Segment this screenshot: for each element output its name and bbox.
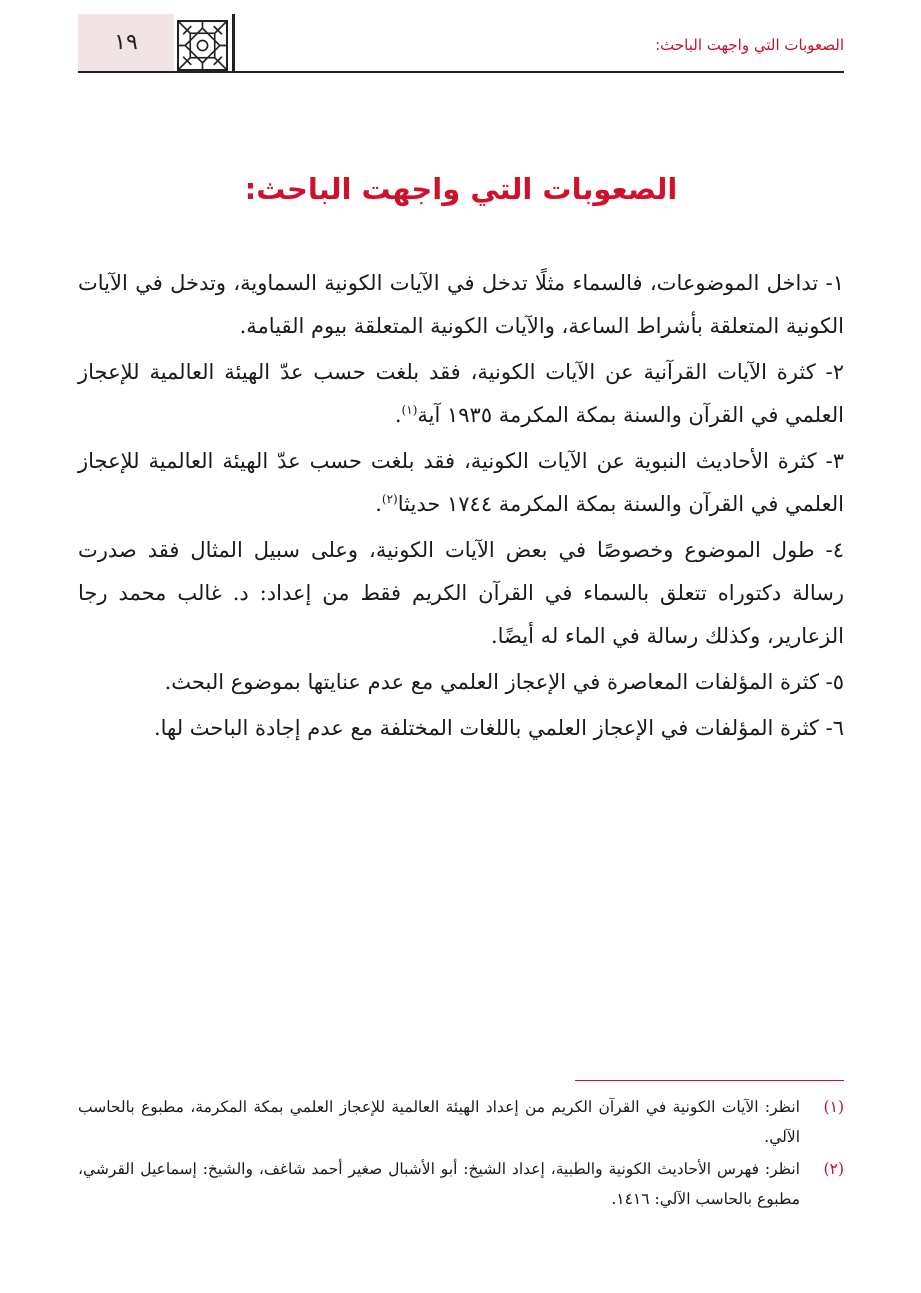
section-heading: الصعوبات التي واجهت الباحث: — [244, 172, 678, 206]
list-item — [78, 707, 844, 750]
header-rule — [78, 71, 844, 73]
item-2-text: ٢- كثرة الآيات القرآنية عن الآيات الكونية، فقد بلغت حسب عدّ الهيئة العالمية للإعجاز العلمي في القرآن والسنة بمكة المكرمة ١٩٣٥ آية — [78, 360, 844, 427]
ornament-divider — [232, 14, 235, 71]
item-6-text: ٦- كثرة المؤلفات في الإعجاز العلمي باللغات المختلفة مع عدم إجادة الباحث لها. — [153, 716, 844, 740]
footnote-rule — [575, 1080, 844, 1081]
item-3-end: . — [375, 492, 382, 516]
item-5-text: ٥- كثرة المؤلفات المعاصرة في الإعجاز العلمي مع عدم عنايتها بموضوع البحث. — [164, 670, 844, 694]
item-4-text: ٤- طول الموضوع وخصوصًا في بعض الآيات الكونية، وعلى سبيل المثال فقد صدرت رسالة دكتوراه تتعلق بالسماء في القرآن الكريم فقط من إعداد: د. غالب محمد رجا الزعارير، وكذلك رسالة في الماء له أيضًا. — [78, 538, 844, 648]
footnote-1-number: (١) — [823, 1098, 844, 1116]
item-3-text: ٣- كثرة الأحاديث النبوية عن الآيات الكونية، فقد بلغت حسب عدّ الهيئة العالمية للإعجاز العلمي في القرآن والسنة بمكة المكرمة ١٧٤٤ حديثا — [78, 449, 844, 516]
body-text — [78, 262, 844, 753]
item-1-text: ١- تداخل الموضوعات، فالسماء مثلًا تدخل في الآيات الكونية السماوية، وتدخل في الآيات الكونية المتعلقة بأشراط الساعة، والآيات الكونية المتعلقة بيوم القيامة. — [78, 271, 844, 338]
footnote-2-number: (٢) — [823, 1160, 844, 1178]
list-item — [78, 661, 844, 704]
footnote-ref-2[interactable]: (٢) — [381, 492, 398, 506]
item-2-end: . — [394, 403, 402, 427]
footnotes — [78, 1092, 844, 1216]
list-item — [78, 529, 844, 658]
running-title: الصعوبات التي واجهت الباحث: — [655, 36, 844, 54]
footnote-1-text: انظر: الآيات الكونية في القرآن الكريم من إعداد الهيئة العالمية للإعجاز العلمي بمكة المكرمة، مطبوع بالحاسب الآلي. — [78, 1098, 800, 1146]
list-item — [78, 440, 844, 526]
footnote-ref-1[interactable]: (١) — [401, 403, 418, 417]
geometric-star-ornament-icon — [177, 20, 228, 71]
footnote-1 — [78, 1092, 844, 1152]
list-item — [78, 351, 844, 437]
footnote-2-text: انظر: فهرس الأحاديث الكونية والطبية، إعداد الشيخ: أبو الأشبال صغير أحمد شاغف، والشيخ: إسماعيل القرشي، مطبوع بالحاسب الآلي: ١٤١٦. — [78, 1160, 800, 1208]
page-header — [78, 14, 844, 72]
page-number: ١٩ — [78, 14, 174, 71]
footnote-2 — [78, 1154, 844, 1214]
list-item — [78, 262, 844, 348]
